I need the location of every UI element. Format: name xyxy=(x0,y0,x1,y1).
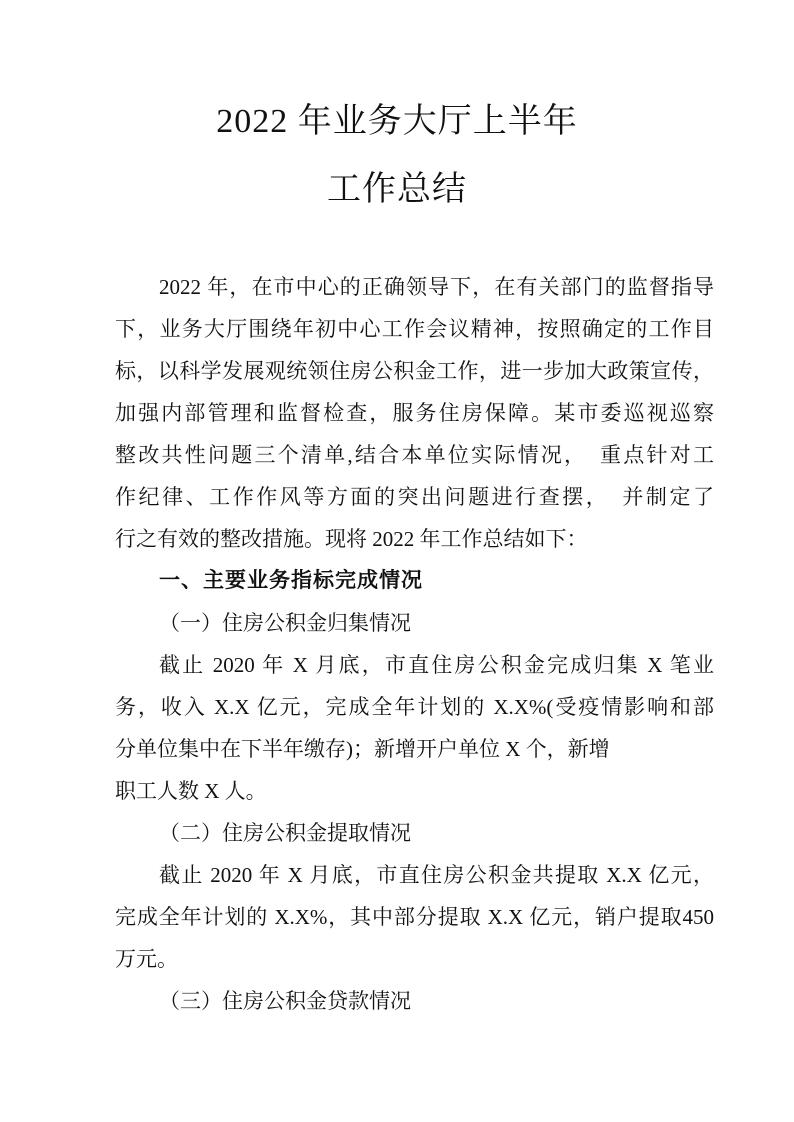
text-line: （二）住房公积金提取情况 xyxy=(159,821,411,845)
text-line: 行之有效的整改措施。现将 2022 年工作总结如下： xyxy=(115,527,588,551)
text-line: 截止 2020 年 X 月底，市直住房公积金完成归集 X 笔业 xyxy=(159,653,714,677)
document-title-line2: 工作总结 xyxy=(327,171,467,208)
section-heading: 一、主要业务指标完成情况 xyxy=(159,569,423,592)
text-line: 整改共性问题三个清单,结合本单位实际情况， 重点针对工 xyxy=(115,443,714,467)
text-line: 加强内部管理和监督检查，服务住房保障。某市委巡视巡察 xyxy=(115,401,714,425)
text-line: 分单位集中在下半年缴存)；新增开户单位 X 个，新增 xyxy=(115,737,610,761)
text-line: 务，收入 X.X 亿元，完成全年计划的 X.X%(受疫情影响和部 xyxy=(115,695,714,719)
text-line: 万元。 xyxy=(115,947,178,971)
document-title xyxy=(0,88,794,224)
text-line: （一）住房公积金归集情况 xyxy=(159,611,411,635)
text-line: 职工人数 X 人。 xyxy=(115,779,267,803)
text-line: 标，以科学发展观统领住房公积金工作，进一步加大政策宣传， xyxy=(115,359,714,383)
text-line: 下，业务大厅围绕年初中心工作会议精神，按照确定的工作目 xyxy=(115,317,714,341)
text-line: 截止 2020 年 X 月底，市直住房公积金共提取 X.X 亿元， xyxy=(159,863,714,887)
text-line: 2022 年，在市中心的正确领导下，在有关部门的监督指导 xyxy=(159,275,714,299)
text-line: （三）住房公积金贷款情况 xyxy=(159,989,411,1013)
document-body xyxy=(115,266,714,1022)
document-title-line1: 2022 年业务大厅上半年 xyxy=(216,103,578,140)
text-line: 完成全年计划的 X.X%，其中部分提取 X.X 亿元，销户提取450 xyxy=(115,905,714,929)
text-line: 作纪律、工作作风等方面的突出问题进行查摆， 并制定了 xyxy=(115,485,714,509)
